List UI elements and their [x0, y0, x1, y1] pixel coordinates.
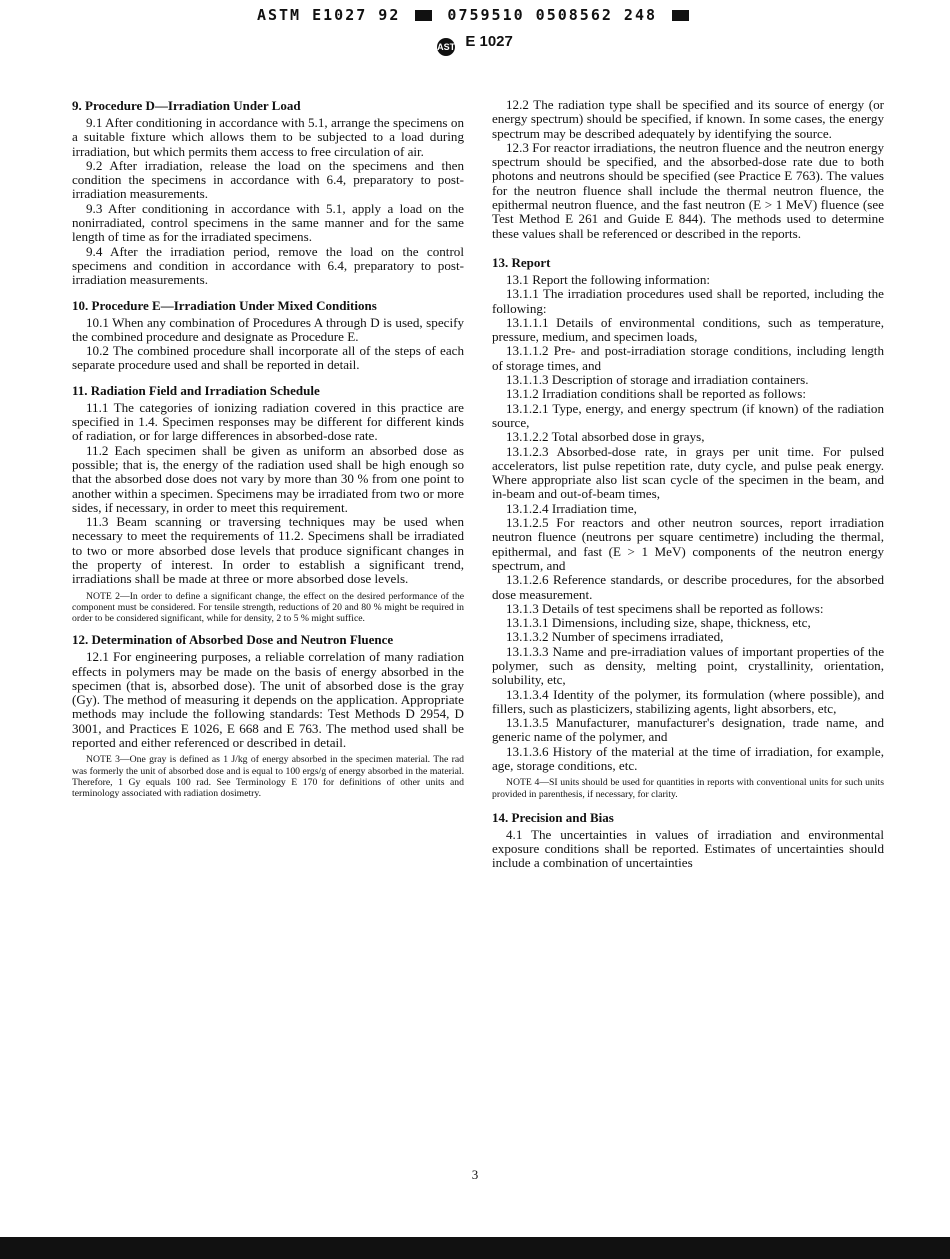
paragraph: 12.2 The radiation type shall be specified and its source of energy (or energy spectrum) should be specified, if known. In some cases, the energy spectrum may be described adequately by identifying the source. [492, 97, 884, 141]
left-column [72, 98, 464, 803]
designation-text: E 1027 [465, 33, 513, 50]
section-11-title: 11. Radiation Field and Irradiation Schedule [72, 382, 320, 398]
designation-header [0, 33, 950, 56]
paragraph: 13.1.2 Irradiation conditions shall be reported as follows: [506, 386, 806, 402]
paragraph: 13.1.1.3 Description of storage and irradiation containers. [506, 372, 809, 388]
barcode-block-icon [672, 10, 689, 21]
paragraph: 4.1 The uncertainties in values of irradiation and environmental exposure conditions shall be reported. Estimates of uncertainties should include a combination of uncertainties [492, 826, 884, 871]
note-3: NOTE 3—One gray is defined as 1 J/kg of energy absorbed in the specimen material. The rad was formerly the unit of absorbed dose and is equal to 100 ergs/g of energy absorbed in the material. Therefore, 1 Gy equals 100 rad. See Terminology E 170 for definitions of other units and terminology associated with radiation dosimetry. [72, 754, 464, 799]
paragraph: 13.1.1 The irradiation procedures used shall be reported, including the following: [492, 286, 884, 316]
paragraph: 13.1.3.2 Number of specimens irradiated, [506, 629, 724, 645]
paragraph: 13.1.2.1 Type, energy, and energy spectrum (if known) of the radiation source, [492, 400, 884, 430]
paragraph: 13.1.3.4 Identity of the polymer, its formulation (where possible), and fillers, such as plasticizers, stabilizing agents, light absorbers, etc, [492, 686, 884, 716]
document-code-a: ASTM E1027 92 [256, 6, 401, 24]
paragraph: 11.2 Each specimen shall be given as uniform an absorbed dose as possible; that is, the energy of the radiation used shall be high enough so that the absorbed dose does not vary by more than 30 % from one point to another within a specimen. Specimens may be irradiated from two or more sides, if necessary, in order to meet this requirement. [72, 442, 464, 515]
paragraph: 13.1.1.2 Pre- and post-irradiation storage conditions, including length of storage times, and [492, 343, 884, 373]
paragraph: 13.1.3.5 Manufacturer, manufacturer's designation, trade name, and generic name of the polymer, and [492, 715, 884, 745]
paragraph: 13.1.2.4 Irradiation time, [506, 500, 637, 516]
paragraph: 10.2 The combined procedure shall incorporate all of the steps of each separate procedure used and shall be reported in detail. [72, 343, 464, 373]
section-14-title: 14. Precision and Bias [492, 809, 614, 825]
paragraph: 13.1.2.6 Reference standards, or describe procedures, for the absorbed dose measurement. [492, 572, 884, 602]
paragraph: 9.4 After the irradiation period, remove the load on the control specimens and condition in accordance with 6.4, preparatory to post-irradiation measurements. [72, 243, 464, 288]
paragraph: 11.1 The categories of ionizing radiation covered in this practice are specified in 1.4. Specimen responses may be different for different kinds of radiation, or for large differences in absorbed-dose rate. [72, 399, 464, 444]
section-13-title: 13. Report [492, 254, 551, 270]
paragraph: 13.1.2.2 Total absorbed dose in grays, [506, 429, 705, 445]
paragraph: 13.1.3 Details of test specimens shall be reported as follows: [506, 600, 824, 616]
paragraph: 13.1.3.6 History of the material at the time of irradiation, for example, age, storage conditions, etc. [492, 743, 884, 774]
page-number: 3 [471, 1167, 479, 1182]
note-2: NOTE 2—In order to define a significant change, the effect on the desired performance of the component must be considered. For tensile strength, reductions of 20 and 80 % might be required in order to be considered significant, while for density, 2 to 5 % might suffice. [72, 590, 464, 625]
paragraph: 12.3 For reactor irradiations, the neutron fluence and the neutron energy spectrum should be specified, and the absorbed-dose rate due to both photons and neutrons should be specified (see Practice E 763). The values for the neutron fluence shall include the thermal neutron fluence, the epithermal neutron fluence, and the fast neutron (E > 1 MeV) fluence (see Test Method E 261 and Guide E 844). The methods used to determine these values shall be referenced or described in the reports. [492, 139, 884, 241]
paragraph: 10.1 When any combination of Procedures A through D is used, specify the combined procedure and designate as Procedure E. [72, 314, 464, 344]
paragraph: 13.1.2.5 For reactors and other neutron sources, report irradiation neutron fluence (neutrons per square centimetre) including the thermal, epithermal, and fast (E > 1 MeV) components of the neutron energy spectrum, and [492, 515, 884, 573]
paragraph: 13.1.3.1 Dimensions, including size, shape, thickness, etc, [506, 615, 811, 631]
document-code-header [0, 6, 950, 24]
document-code-b: 0759510 0508562 248 [447, 6, 658, 24]
paragraph: 12.1 For engineering purposes, a reliable correlation of many radiation effects in polymers may be made on the basis of energy absorbed in the specimen (that is, absorbed dose). The unit of absorbed dose is the gray (Gy). The method of measuring it depends on the application. Appropriate methods may include the following standards: Test Methods D 2954, D 3001, and Practices E 1026, E 668 and E 763. The method used shall be reported and either referenced or described in detail. [72, 649, 464, 750]
paragraph: 13.1.2.3 Absorbed-dose rate, in grays per unit time. For pulsed accelerators, list pulse repetition rate, duty cycle, and pulse peak energy. Where appropriate also list scan cycle of the specimen in the beam, and in-beam and out-of-beam times, [492, 443, 884, 502]
scan-edge-band [0, 1237, 950, 1259]
paragraph: 13.1 Report the following information: [506, 271, 711, 287]
barcode-block-icon [415, 10, 432, 21]
note-4: NOTE 4—SI units should be used for quantities in reports with conventional units for such units provided in parenthesis, if necessary, for clarity. [492, 777, 884, 800]
paragraph: 9.3 After conditioning in accordance with 5.1, apply a load on the nonirradiated, control specimens in the same manner and for the same length of time as for the irradiated specimens. [72, 200, 464, 245]
paragraph: 9.1 After conditioning in accordance with 5.1, arrange the specimens on a suitable fixture which allows them to be subjected to a load during irradiation, but which permits them access to free circulation of air. [72, 115, 464, 159]
right-column [492, 98, 884, 871]
section-12-title: 12. Determination of Absorbed Dose and Neutron Fluence [72, 632, 394, 648]
paragraph: 9.2 After irradiation, release the load on the specimens and then condition the specimens in accordance with 6.4, preparatory to post-irradiation measurements. [72, 157, 464, 202]
paragraph: 13.1.1.1 Details of environmental conditions, such as temperature, pressure, medium, and specimen loads, [492, 314, 884, 345]
paragraph: 13.1.3.3 Name and pre-irradiation values of important properties of the polymer, such as density, melting point, crystallinity, orientation, solubility, etc, [492, 643, 884, 688]
astm-logo-icon: ASTM [437, 38, 455, 56]
section-9-title: 9. Procedure D—Irradiation Under Load [72, 98, 301, 113]
paragraph: 11.3 Beam scanning or traversing techniques may be used when necessary to meet the requirements of 11.2. Specimens shall be irradiated to two or more absorbed dose levels that produce significant changes in the property of interest. In order to establish a significant trend, irradiations shall be made at three or more absorbed dose levels. [72, 514, 464, 587]
section-10-title: 10. Procedure E—Irradiation Under Mixed Conditions [72, 297, 377, 313]
